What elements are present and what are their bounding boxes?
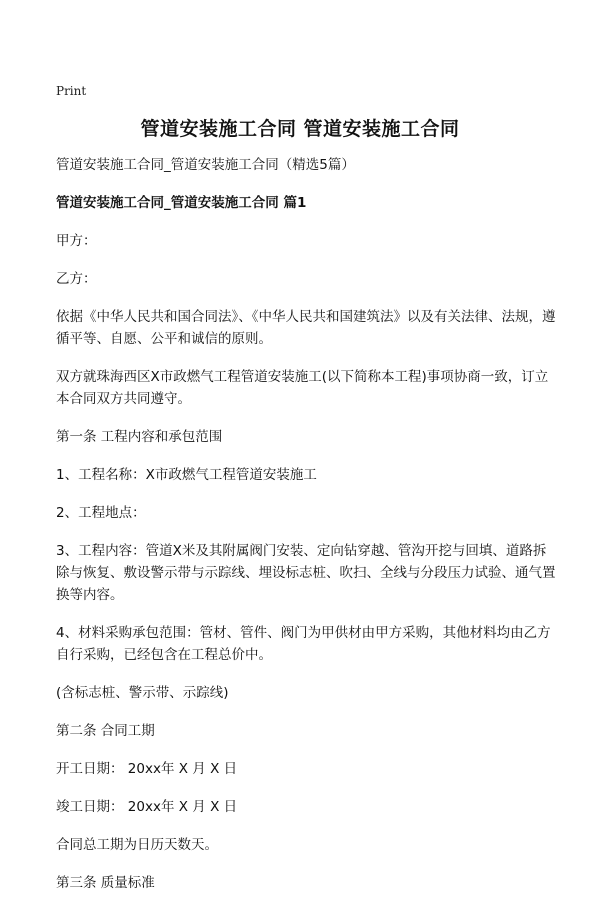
completion-date-line: 竣工日期： 20xx年 X 月 X 日 [56, 799, 238, 815]
materials-note: (含标志桩、警示带、示踪线) [56, 685, 229, 701]
total-duration-line: 合同总工期为日历天数天。 [56, 837, 218, 853]
party-a-line: 甲方： [56, 233, 97, 249]
agreement-paragraph: 双方就珠海西区X市政燃气工程管道安装施工(以下简称本工程)事项协商一致，订立本合同双方共同遵守。 [56, 369, 549, 407]
project-content-paragraph: 3、工程内容：管道X米及其附属阀门安装、定向钻穿越、管沟开挖与回填、道路拆除与恢复、敷设警示带与示踪线、埋设标志桩、吹扫、全线与分段压力试验、通气置换等内容。 [56, 543, 556, 603]
print-label: Print [56, 84, 87, 98]
subtitle-paragraph: 管道安装施工合同_管道安装施工合同（精选5篇） [56, 157, 355, 173]
materials-paragraph: 4、材料采购承包范围：管材、管件、阀门为甲供材由甲方采购，其他材料均由乙方自行采购，已经包含在工程总价中。 [56, 625, 551, 663]
section-heading: 管道安装施工合同_管道安装施工合同 篇1 [56, 195, 307, 211]
legal-basis-paragraph: 依据《中华人民共和国合同法》、《中华人民共和国建筑法》以及有关法律、法规，遵循平等、自愿、公平和诚信的原则。 [56, 309, 556, 347]
party-b-line: 乙方： [56, 271, 97, 287]
document-body [56, 154, 556, 910]
project-name-line: 1、工程名称：X市政燃气工程管道安装施工 [56, 467, 317, 483]
document-title: 管道安装施工合同 管道安装施工合同 [140, 118, 460, 140]
article-2-heading: 第二条 合同工期 [56, 723, 155, 739]
article-1-heading: 第一条 工程内容和承包范围 [56, 429, 223, 445]
article-3-heading: 第三条 质量标准 [56, 875, 155, 891]
start-date-line: 开工日期： 20xx年 X 月 X 日 [56, 761, 238, 777]
project-location-line: 2、工程地点： [56, 505, 146, 521]
